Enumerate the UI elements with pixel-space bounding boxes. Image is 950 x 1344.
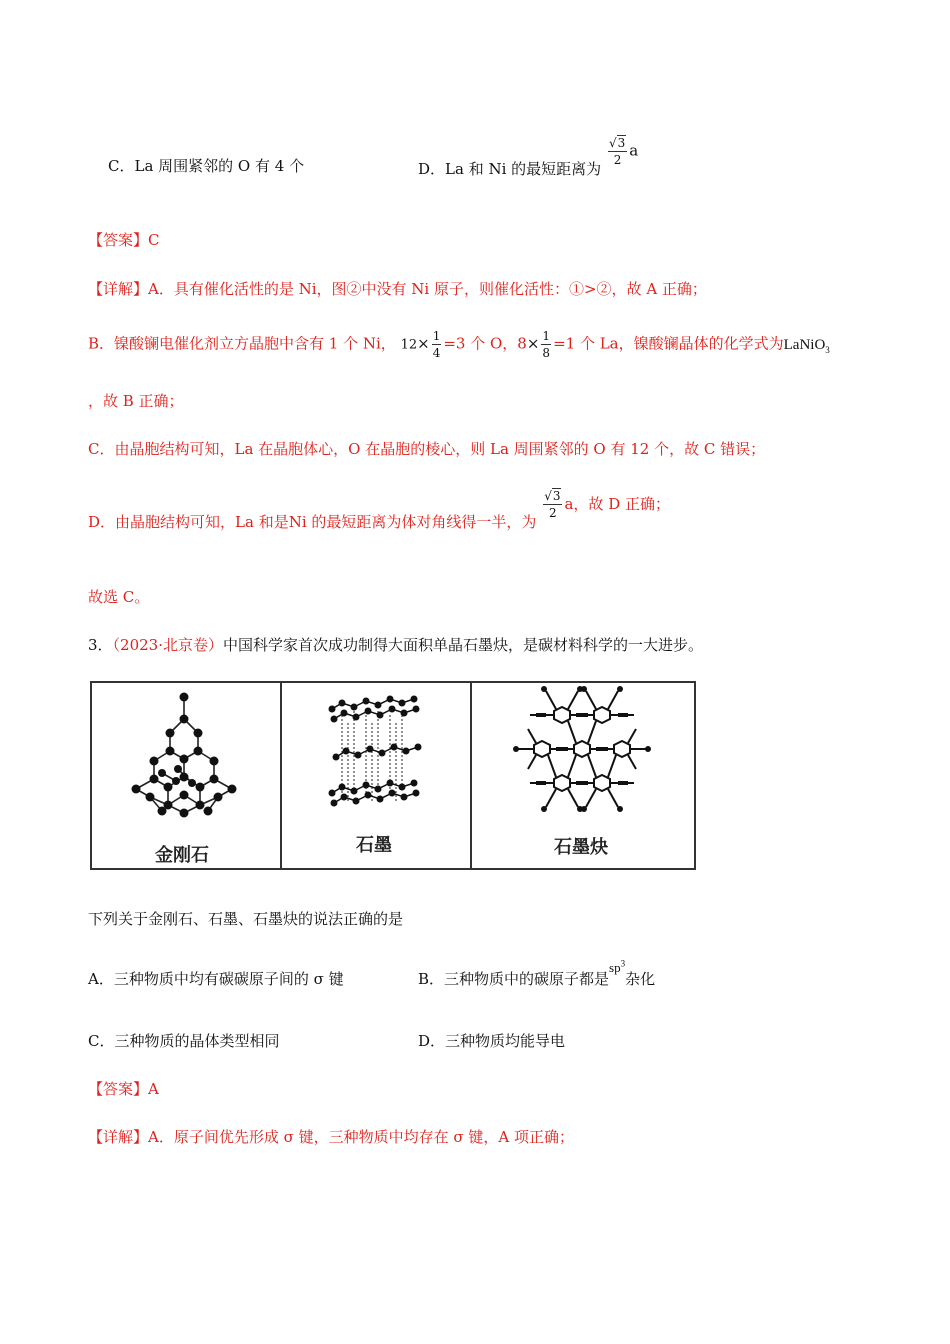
q3-option-c: C．三种物质的晶体类型相同 [88, 1032, 280, 1050]
q2-option-d: D．La 和 Ni 的最短距离为 $\frac{√3}{2}$ a [418, 136, 639, 178]
diamond-panel [92, 683, 282, 868]
q2-detail-b-cont: ，故 B 正确； [88, 392, 184, 410]
graphite-panel [282, 683, 472, 868]
q2-detail-d-fraction: $\frac{√3}{2}$ [544, 489, 561, 520]
q2-detail-a: 【详解】A．具有催化活性的是 Ni，图②中没有 Ni 原子，则催化活性：①>②，故 A 正确； [88, 280, 707, 298]
q2-detail-b: B．镍酸镧电催化剂立方晶胞中含有 1 个 Ni， 12× $\frac{1}{4}$ =3 个 O，8× $\frac{1}{8}$ =1 个 La，镍酸镧晶体的化学式为LaNiO$_3$ [88, 329, 830, 360]
q2-detail-d: D．由晶胞结构可知，La 和是Ni 的最短距离为体对角线得一半，为 $\frac{√3}{2}$ a，故 D 正确； [88, 489, 670, 531]
diamond-label: 金刚石 [155, 845, 209, 866]
q3-answer: 【答案】A [88, 1080, 159, 1098]
q3-option-b-sp: $sp^3$ [609, 958, 626, 975]
graphdiyne-panel [472, 683, 694, 868]
carbon-allotropes-figure [90, 681, 696, 870]
diamond-structure-image [92, 683, 280, 833]
q3-option-b: B．三种物质中的碳原子都是$sp^3$杂化 [418, 958, 656, 988]
graphite-structure-image [282, 683, 470, 833]
q3-detail: 【详解】A．原子间优先形成 σ 键，三种物质中均存在 σ 键，A 项正确； [88, 1128, 574, 1146]
q2-option-d-text: D．La 和 Ni 的最短距离为 [418, 159, 602, 178]
q3-option-a: A．三种物质中均有碳碳原子间的 σ 键 [88, 970, 344, 988]
graphdiyne-label: 石墨炔 [554, 837, 608, 858]
q2-detail-b-fraction-1: $\frac{1}{4}$ [432, 329, 441, 360]
q3-stem: 3．（2023·北京卷）中国科学家首次成功制得大面积单晶石墨炔，是碳材料科学的一大进步。 [88, 636, 704, 654]
q3-option-d: D．三种物质均能导电 [418, 1032, 566, 1050]
q3-source: （2023·北京卷） [112, 636, 223, 654]
q2-option-d-fraction: $\frac{√3}{2}$ [608, 136, 626, 167]
q2-option-c: C．La 周围紧邻的 O 有 4 个 [108, 157, 305, 175]
q2-formula: LaNiO$_3$ [783, 336, 830, 355]
q2-conclusion: 故选 C。 [88, 588, 150, 606]
q2-answer: 【答案】C [88, 231, 160, 249]
graphdiyne-structure-image [472, 683, 694, 833]
q3-question: 下列关于金刚石、石墨、石墨炔的说法正确的是 [88, 910, 404, 928]
q2-detail-b-fraction-2: $\frac{1}{8}$ [542, 329, 551, 360]
graphite-label: 石墨 [356, 835, 392, 856]
q2-detail-c: C．由晶胞结构可知，La 在晶胞体心，O 在晶胞的棱心，则 La 周围紧邻的 O 有 12 个，故 C 错误； [88, 440, 766, 458]
